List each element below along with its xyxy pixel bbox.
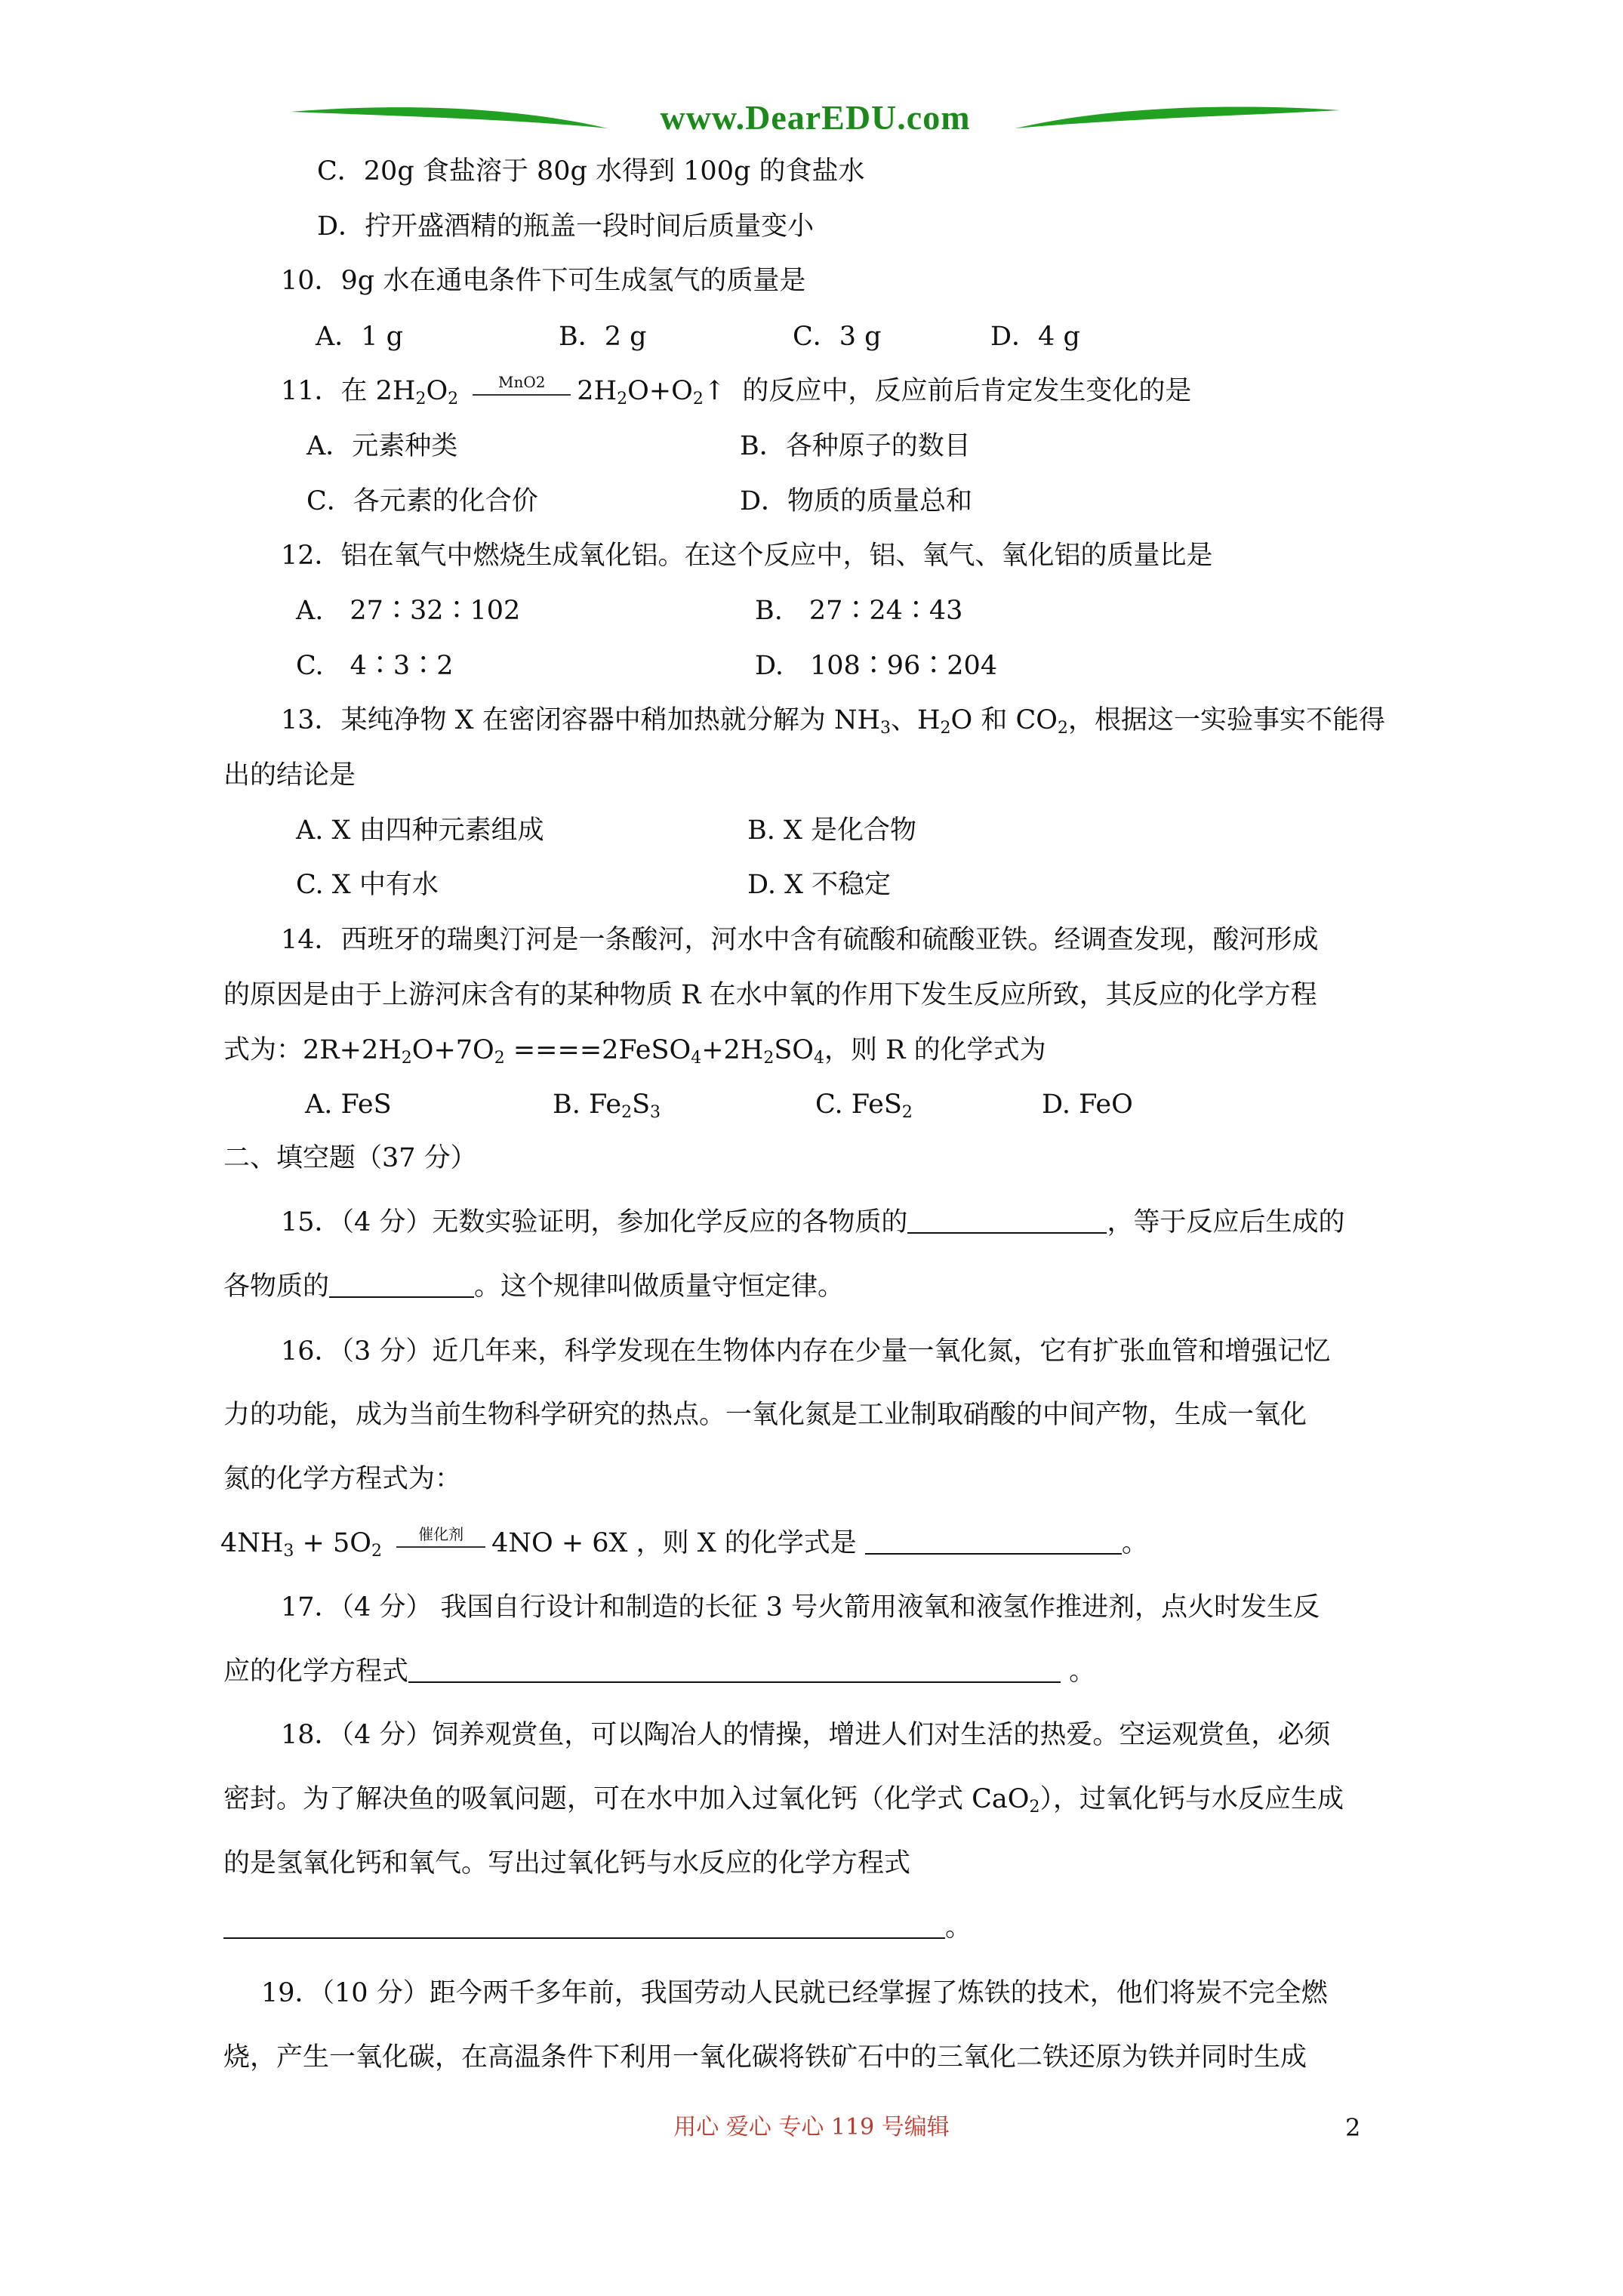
q17-line1: 17．（4 分） 我国自行设计和制造的长征 3 号火箭用液氧和液氢作推进剂，点火时发生反 <box>281 1592 1320 1623</box>
reaction-condition-arrow <box>473 372 571 408</box>
q13-stem-line2: 出的结论是 <box>223 760 356 791</box>
q13-option-c: C. X 中有水 <box>296 870 439 900</box>
q11-option-c: C．各元素的化合价 <box>306 486 538 516</box>
q9-option-c: C．20g 食盐溶于 80g 水得到 100g 的食盐水 <box>317 156 865 186</box>
q14-option-b: B. $Fe_2S_3$ <box>553 1089 661 1122</box>
q18-line3: 的是氢氧化钙和氧气。写出过氧化钙与水反应的化学方程式 <box>223 1848 911 1878</box>
q12-stem: 12．铝在氧气中燃烧生成氧化铝。在这个反应中，铝、氧气、氧化铝的质量比是 <box>281 541 1213 571</box>
q12-option-b: B. 27∶24∶43 <box>755 596 963 626</box>
q14-option-c: C. FeS$_2$ <box>815 1089 913 1122</box>
q18-line2-prefix: 密封。为了解决鱼的吸氧问题，可在水中加入过氧化钙（化学式 CaO <box>223 1784 1030 1814</box>
q10-option-d: D．4 g <box>990 322 1080 352</box>
q15-line1 <box>281 1206 1344 1239</box>
q16-line1: 16．（3 分）近几年来，科学发现在生物体内存在少量一氧化氮，它有扩张血管和增强记忆 <box>281 1336 1331 1367</box>
q19-line1: 19．（10 分）距今两千多年前，我国劳动人民就已经掌握了炼铁的技术，他们将炭不完全燃 <box>261 1978 1328 2008</box>
catalyst-arrow <box>396 1524 485 1560</box>
q11-stem: 11．在 $2H_2O_2$ MnO2 $2H_2O+O_2↑$ 的反应中，反应前后肯定发生变化的是 <box>281 372 1192 408</box>
q10-option-b: B．2 g <box>559 322 647 352</box>
q16-line2: 力的功能，成为当前生物科学研究的热点。一氧化氮是工业制取硝酸的中间产物，生成一氧化 <box>223 1400 1307 1430</box>
q15-line2 <box>223 1270 844 1303</box>
site-logo-text: www.DearEDU.com <box>660 98 971 137</box>
q13-stem-suffix: ，根据这一实验事实不能得 <box>1067 705 1385 735</box>
q11-condition: MnO2 <box>498 372 546 391</box>
page-number: 2 <box>1345 2113 1361 2142</box>
q16-eq-suffix: 4NO + 6X ，则 X 的化学式是 <box>491 1528 857 1558</box>
q15-line1-suffix: ，等于反应后生成的 <box>1107 1207 1345 1237</box>
q14-option-c-text: C. FeS <box>815 1089 902 1120</box>
q10-option-a: A．1 g <box>316 322 404 352</box>
q10-option-c: C．3 g <box>793 322 882 352</box>
q11-option-d: D．物质的质量总和 <box>740 486 973 516</box>
q13-option-a: A. X 由四种元素组成 <box>296 815 544 846</box>
q19-line2: 烧，产生一氧化碳，在高温条件下利用一氧化碳将铁矿石中的三氧化二铁还原为铁并同时生成 <box>223 2042 1307 2073</box>
q16-line3: 氮的化学方程式为： <box>223 1464 462 1494</box>
q15-line1-prefix: 15．（4 分）无数实验证明，参加化学反应的各物质的 <box>281 1207 908 1237</box>
q11-option-b: B．各种原子的数目 <box>740 431 971 461</box>
q15-line2-prefix: 各物质的 <box>223 1271 330 1302</box>
footer-text: 用心 爱心 专心 119 号编辑 <box>673 2114 950 2140</box>
q14-stem-suffix: ，则 R 的化学式为 <box>824 1035 1046 1065</box>
q11-stem-suffix: 的反应中，反应前后肯定发生变化的是 <box>742 376 1192 406</box>
q13-stem-line1: 13．某纯净物 X 在密闭容器中稍加热就分解为 $NH_3$、$H_2O$ 和 $CO_2$，根据这一实验事实不能得 <box>281 705 1385 738</box>
q16-equation: $4NH_3 + 5O_2$ 催化剂 4NO + 6X ，则 X 的化学式是 。 <box>220 1524 1148 1561</box>
q12-option-a: A. 27∶32∶102 <box>296 596 521 626</box>
q13-stem-prefix: 13．某纯净物 X 在密闭容器中稍加热就分解为 NH <box>281 705 880 735</box>
q12-option-d: D. 108∶96∶204 <box>755 651 998 681</box>
q17-blank[interactable] <box>408 1659 1061 1683</box>
q18-blank[interactable] <box>223 1915 945 1939</box>
q18-line2: 密封。为了解决鱼的吸氧问题，可在水中加入过氧化钙（化学式 CaO$_2$），过氧化钙与水反应生成 <box>223 1784 1344 1817</box>
q15-blank-2[interactable] <box>329 1274 474 1298</box>
q14-option-a: A. FeS <box>305 1089 392 1120</box>
section-2-title: 二、填空题（37 分） <box>223 1143 477 1173</box>
q13-option-b: B. X 是化合物 <box>747 815 917 846</box>
q14-stem-line3: 式为：$2R+2H_2O+7O_2$ $====2FeSO_4+2H_2SO_4$，则 R 的化学式为 <box>223 1035 1046 1068</box>
q14-stem-prefix: 式为：2R+2H <box>223 1035 402 1065</box>
q16-eq-prefix: 4NH <box>220 1528 284 1558</box>
q14-stem-line2: 的原因是由于上游河床含有的某种物质 R 在水中氧的作用下发生反应所致，其反应的化学方程 <box>223 980 1317 1010</box>
q16-blank[interactable] <box>865 1530 1122 1555</box>
q11-option-a: A．元素种类 <box>306 431 458 461</box>
q17-line2: 应的化学方程式 。 <box>223 1657 1096 1687</box>
q11-stem-prefix: 11．在 2H <box>281 376 416 406</box>
q13-option-d: D. X 不稳定 <box>747 870 892 900</box>
q9-option-d: D．拧开盛酒精的瓶盖一段时间后质量变小 <box>317 211 815 242</box>
q15-blank-1[interactable] <box>907 1210 1107 1234</box>
q14-option-d: D. FeO <box>1042 1089 1133 1120</box>
q12-option-c: C. 4∶3∶2 <box>296 651 454 681</box>
q16-condition: 催化剂 <box>418 1524 464 1543</box>
q18-line2-suffix: ），过氧化钙与水反应生成 <box>1039 1784 1344 1814</box>
q14-stem-line1: 14．西班牙的瑞奥汀河是一条酸河，河水中含有硫酸和硫酸亚铁。经调查发现，酸河形成 <box>281 925 1319 955</box>
q10-stem: 10．9g 水在通电条件下可生成氢气的质量是 <box>281 266 806 296</box>
q18-line1: 18．（4 分）饲养观赏鱼，可以陶冶人的情操，增进人们对生活的热爱。空运观赏鱼，必须 <box>281 1720 1331 1750</box>
q18-answer-line: 。 <box>223 1911 972 1944</box>
header-banner <box>291 97 1340 142</box>
q14-option-b-text: B. Fe <box>553 1089 622 1120</box>
q17-line2-prefix: 应的化学方程式 <box>223 1657 409 1687</box>
q15-line2-suffix: 。这个规律叫做质量守恒定律。 <box>474 1271 845 1302</box>
